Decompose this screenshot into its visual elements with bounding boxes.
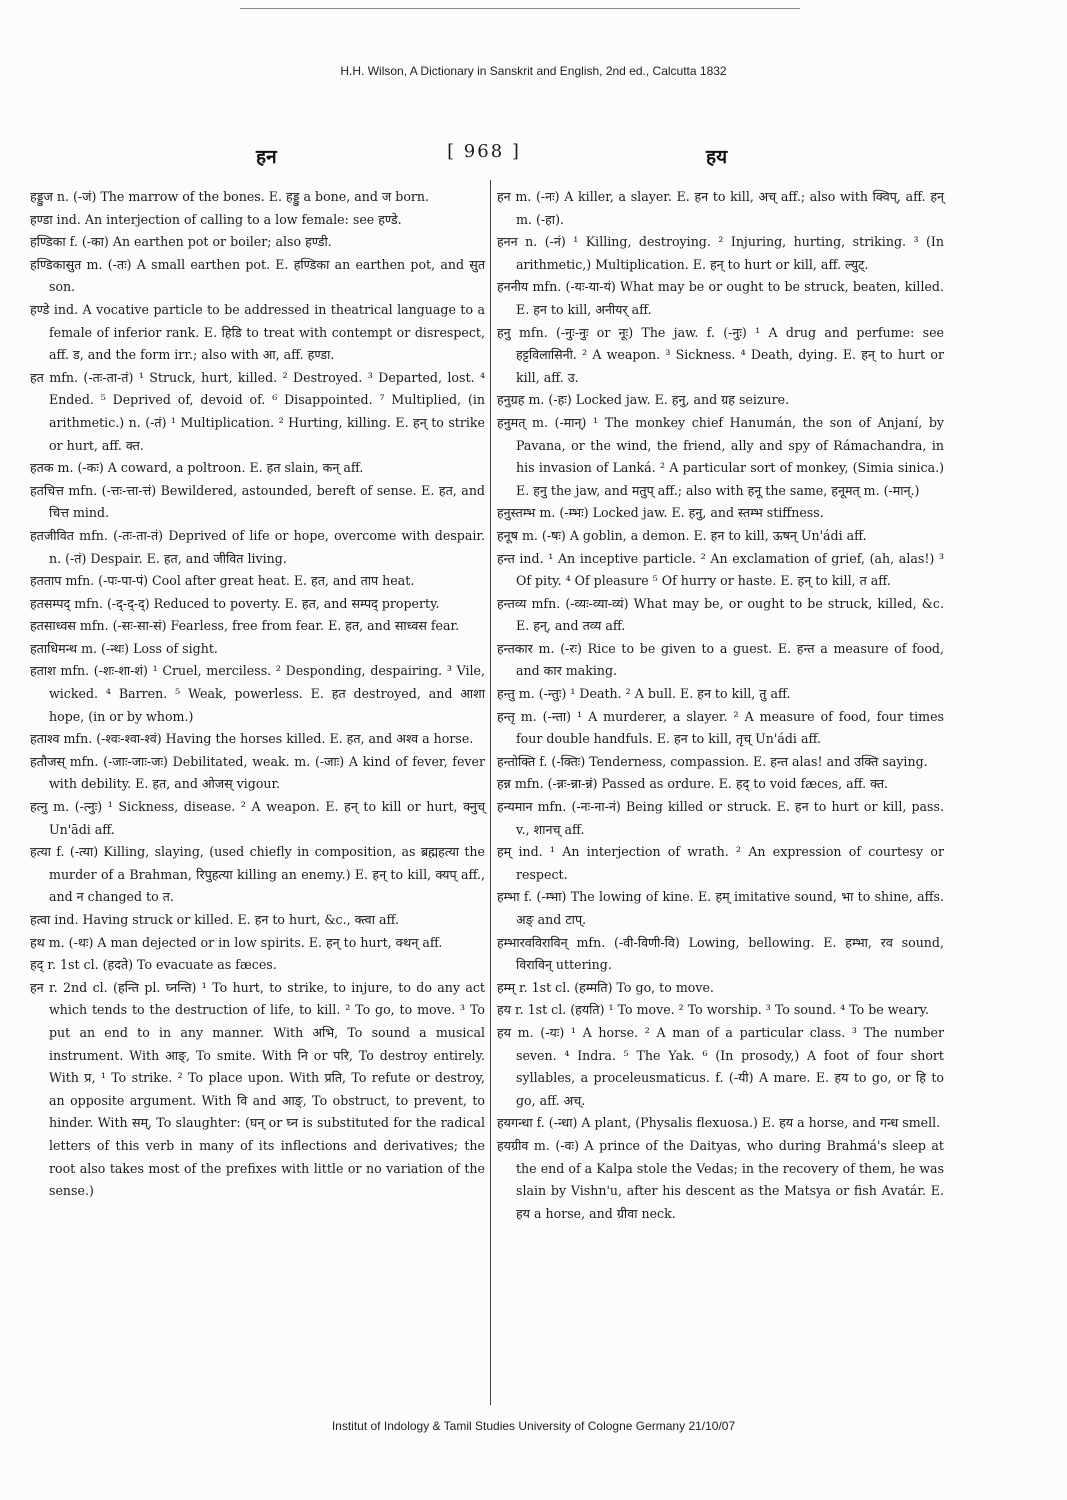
footer-credit: Institut of Indology & Tamil Studies University of Cologne Germany 21/10/07 [331, 1419, 736, 1433]
dictionary-entry: हनुमत् m. (-मान्) ¹ The monkey chief Hanumán, the son of Anjaní, by Pavana, or the wind, the friend, ally and spy of Rámachandra, in his invasion of Lanká. ² A particular sort of monkey, (Simia sinica.) E. हनु the jaw, and मतुप् aff.; also with हनू the same, हनूमत् m. (-मान्.) [497, 414, 944, 498]
top-rule [240, 8, 800, 9]
dictionary-entry: हनन n. (-नं) ¹ Killing, destroying. ² Injuring, hurting, striking. ³ (In arithmetic,) Multiplication. E. हन् to hurt or kill, aff. ल्युट्. [497, 234, 944, 272]
dictionary-entry: हन्तोक्ति f. (-क्तिः) Tenderness, compassion. E. हन्त alas! and उक्ति saying. [497, 753, 928, 769]
running-head-left: हन [256, 146, 277, 168]
dictionary-entry: हन्तु m. (-न्तुः) ¹ Death. ² A bull. E. हन to kill, तु aff. [497, 686, 791, 702]
column-divider [490, 180, 491, 1405]
dictionary-entry: हनु mfn. (-नुः-नुः or नूः) The jaw. f. (-नुः) ¹ A drug and perfume: see हट्टविलासिनी. ² A weapon. ³ Sickness. ⁴ Death, dying. E. हन् to hurt or kill, aff. उ. [497, 324, 944, 385]
dictionary-entry: हन्त ind. ¹ An inceptive particle. ² An exclamation of grief, (ah, alas!) ³ Of pity. ⁴ Of pleasure ⁵ Of hurry or haste. E. हन् to kill, त aff. [497, 550, 944, 589]
left-column [30, 186, 485, 1203]
dictionary-entry: हत mfn. (-तः-ता-तं) ¹ Struck, hurt, killed. ² Destroyed. ³ Departed, lost. ⁴ Ended. ⁵ Deprived of, devoid of. ⁶ Disappointed. ⁷ Multiplied, (in arithmetic.) n. (-तं) ¹ Multiplication. ² Hurting, killing. E. हन् to strike or hurt, aff. क्त. [30, 369, 485, 453]
dictionary-entry: हण्डिकासुत m. (-तः) A small earthen pot. E. हण्डिका an earthen pot, and सुत son. [30, 256, 485, 295]
dictionary-entry: हतसम्पद् mfn. (-द्-द्-द्) Reduced to poverty. E. हत, and सम्पद् property. [30, 595, 440, 611]
source-header: H.H. Wilson, A Dictionary in Sanskrit and English, 2nd ed., Calcutta 1832 [340, 64, 727, 78]
dictionary-entry: हत्या f. (-त्या) Killing, slaying, (used chiefly in composition, as ब्रह्महत्या the murder of a Brahman, रिपुहत्या killing an enemy.) E. हन् to kill, क्यप् aff., and न changed to त. [30, 844, 485, 905]
dictionary-entry: हम्म् r. 1st cl. (हम्मति) To go, to move. [497, 979, 714, 995]
dictionary-entry: हतताप mfn. (-पः-पा-पं) Cool after great heat. E. हत, and ताप heat. [30, 573, 415, 589]
dictionary-entry: हन m. (-नः) A killer, a slayer. E. हन to kill, अच् aff.; also with क्विप्, aff. हन् m. (-हा). [497, 189, 944, 227]
dictionary-entry: हतजीवित mfn. (-तः-ता-तं) Deprived of life or hope, overcome with despair. n. (-तं) Despair. E. हत, and जीवित living. [30, 527, 485, 566]
dictionary-entry: हताधिमन्थ m. (-न्थः) Loss of sight. [30, 640, 218, 656]
right-column [497, 186, 944, 1225]
dictionary-entry: हतसाध्वस mfn. (-सः-सा-सं) Fearless, free from fear. E. हत, and साध्वस fear. [30, 618, 460, 634]
dictionary-entry: हण्डा ind. An interjection of calling to a low female: see हण्डे. [30, 211, 402, 227]
dictionary-entry: हतौजस् mfn. (-जाः-जाः-जः) Debilitated, weak. m. (-जाः) A kind of fever, fever with debility. E. हत, and ओजस् vigour. [30, 753, 485, 792]
dictionary-entry: हय r. 1st cl. (हयति) ¹ To move. ² To worship. ³ To sound. ⁴ To be weary. [497, 1002, 929, 1018]
page-number: [ 968 ] [447, 141, 521, 162]
dictionary-entry: हतक m. (-कः) A coward, a poltroon. E. हत slain, कन् aff. [30, 460, 364, 476]
dictionary-entry: हयग्रीव m. (-वः) A prince of the Daityas, who during Brahmá's sleep at the end of a Kalpa stole the Vedas; in the recovery of them, he was slain by Vishn'u, after his descent as the Matsya or fish Avatár. E. हय a horse, and ग्रीवा neck. [497, 1137, 944, 1221]
dictionary-entry: हत्नु m. (-त्नुः) ¹ Sickness, disease. ² A weapon. E. हन् to kill or hurt, क्नुच् Un'ādi aff. [30, 799, 485, 837]
dictionary-entry: हन्यमान mfn. (-नः-ना-नं) Being killed or struck. E. हन to hurt or kill, pass. v., शानच् aff. [497, 799, 944, 837]
dictionary-entry: हनुस्तम्भ m. (-म्भः) Locked jaw. E. हनु, and स्तम्भ stiffness. [497, 505, 824, 521]
dictionary-entry: हथ m. (-थः) A man dejected or in low spirits. E. हन् to hurt, क्थन् aff. [30, 934, 443, 950]
dictionary-entry: हतचित्त mfn. (-त्तः-त्ता-त्तं) Bewildered, astounded, bereft of sense. E. हत, and चित्त mind. [30, 482, 485, 521]
dictionary-entry: हद् r. 1st cl. (हदते) To evacuate as fæces. [30, 957, 277, 973]
dictionary-entry: हड्डुज n. (-जं) The marrow of the bones. E. हड्डु a bone, and ज born. [30, 189, 430, 204]
dictionary-entry: हननीय mfn. (-यः-या-यं) What may be or ought to be struck, beaten, killed. E. हन to kill, अनीयर् aff. [497, 279, 944, 317]
dictionary-entry: हनुग्रह m. (-हः) Locked jaw. E. हनु, and ग्रह seizure. [497, 392, 790, 408]
dictionary-entry: हनूष m. (-षः) A goblin, a demon. E. हन to kill, ऊषन् Un'ádi aff. [497, 527, 867, 543]
dictionary-entry: हण्डे ind. A vocative particle to be addressed in theatrical language to a female of inferior rank. E. हिडि to treat with contempt or disrespect, aff. ड, and the form irr.; also with आ, aff. हण्डा. [30, 301, 485, 363]
running-head-right: हय [706, 146, 728, 168]
dictionary-entry: हम् ind. ¹ An interjection of wrath. ² An expression of courtesy or respect. [497, 844, 944, 882]
dictionary-entry: हन्न mfn. (-न्नः-न्ना-न्नं) Passed as ordure. E. हद् to void fæces, aff. क्त. [497, 776, 889, 792]
dictionary-entry: हम्भारवविराविन् mfn. (-वी-विणी-वि) Lowing, bellowing. E. हम्भा, रव sound, विराविन् uttering. [497, 934, 944, 973]
dictionary-entry: हम्भा f. (-म्भा) The lowing of kine. E. हम् imitative sound, भा to shine, affs. अङ् and टाप्. [497, 889, 944, 927]
dictionary-entry: हत्वा ind. Having struck or killed. E. हन to hurt, &c., क्त्वा aff. [30, 912, 399, 927]
dictionary-entry: हय m. (-यः) ¹ A horse. ² A man of a particular class. ³ The number seven. ⁴ Indra. ⁵ The Yak. ⁶ (In prosody,) A foot of four short syllables, a proceleusmaticus. f. (-यी) A mare. E. हय to go, or हि to go, aff. अच्. [497, 1024, 944, 1108]
dictionary-entry: हताश्व mfn. (-श्वः-श्वा-श्वं) Having the horses killed. E. हत, and अश्व a horse. [30, 731, 474, 747]
dictionary-entry: हण्डिका f. (-का) An earthen pot or boiler; also हण्डी. [30, 234, 332, 250]
dictionary-entry: हन्तव्य mfn. (-व्यः-व्या-व्यं) What may be, or ought to be struck, killed, &c. E. हन्, and तव्य aff. [497, 595, 944, 634]
dictionary-entry: हताश mfn. (-शः-शा-शं) ¹ Cruel, merciless. ² Desponding, despairing. ³ Vile, wicked. ⁴ Barren. ⁵ Weak, powerless. E. हत destroyed, and आशा hope, (in or by whom.) [30, 663, 485, 724]
dictionary-entry: हन r. 2nd cl. (हन्ति pl. घ्नन्ति) ¹ To hurt, to strike, to injure, to do any act which tends to the destruction of life, to kill. ² To go, to move. ³ To put an end to in any manner. With अभि, To sound a musical instrument. With आङ्, To smite. With नि or परि, To destroy entirely. With प्र, ¹ To strike. ² To place upon. With प्रति, To refute or destroy, an opposite argument. With वि and आङ्, To obstruct, to prevent, to hinder. With सम्, To slaughter: (घन् or घ्न is substituted for the radical letters of this verb in many of its inflections and derivatives; the root also takes most of the prefixes with little or no variation of the sense.) [30, 979, 485, 1199]
dictionary-entry: हन्तृ m. (-न्ता) ¹ A murderer, a slayer. ² A measure of food, four times four double handfuls. E. हन to kill, तृच् Un'ádi aff. [497, 708, 944, 747]
dictionary-entry: हन्तकार m. (-रः) Rice to be given to a guest. E. हन्त a measure of food, and कार making. [497, 640, 944, 679]
dictionary-entry: हयगन्धा f. (-न्धा) A plant, (Physalis flexuosa.) E. हय a horse, and गन्ध smell. [497, 1115, 941, 1131]
